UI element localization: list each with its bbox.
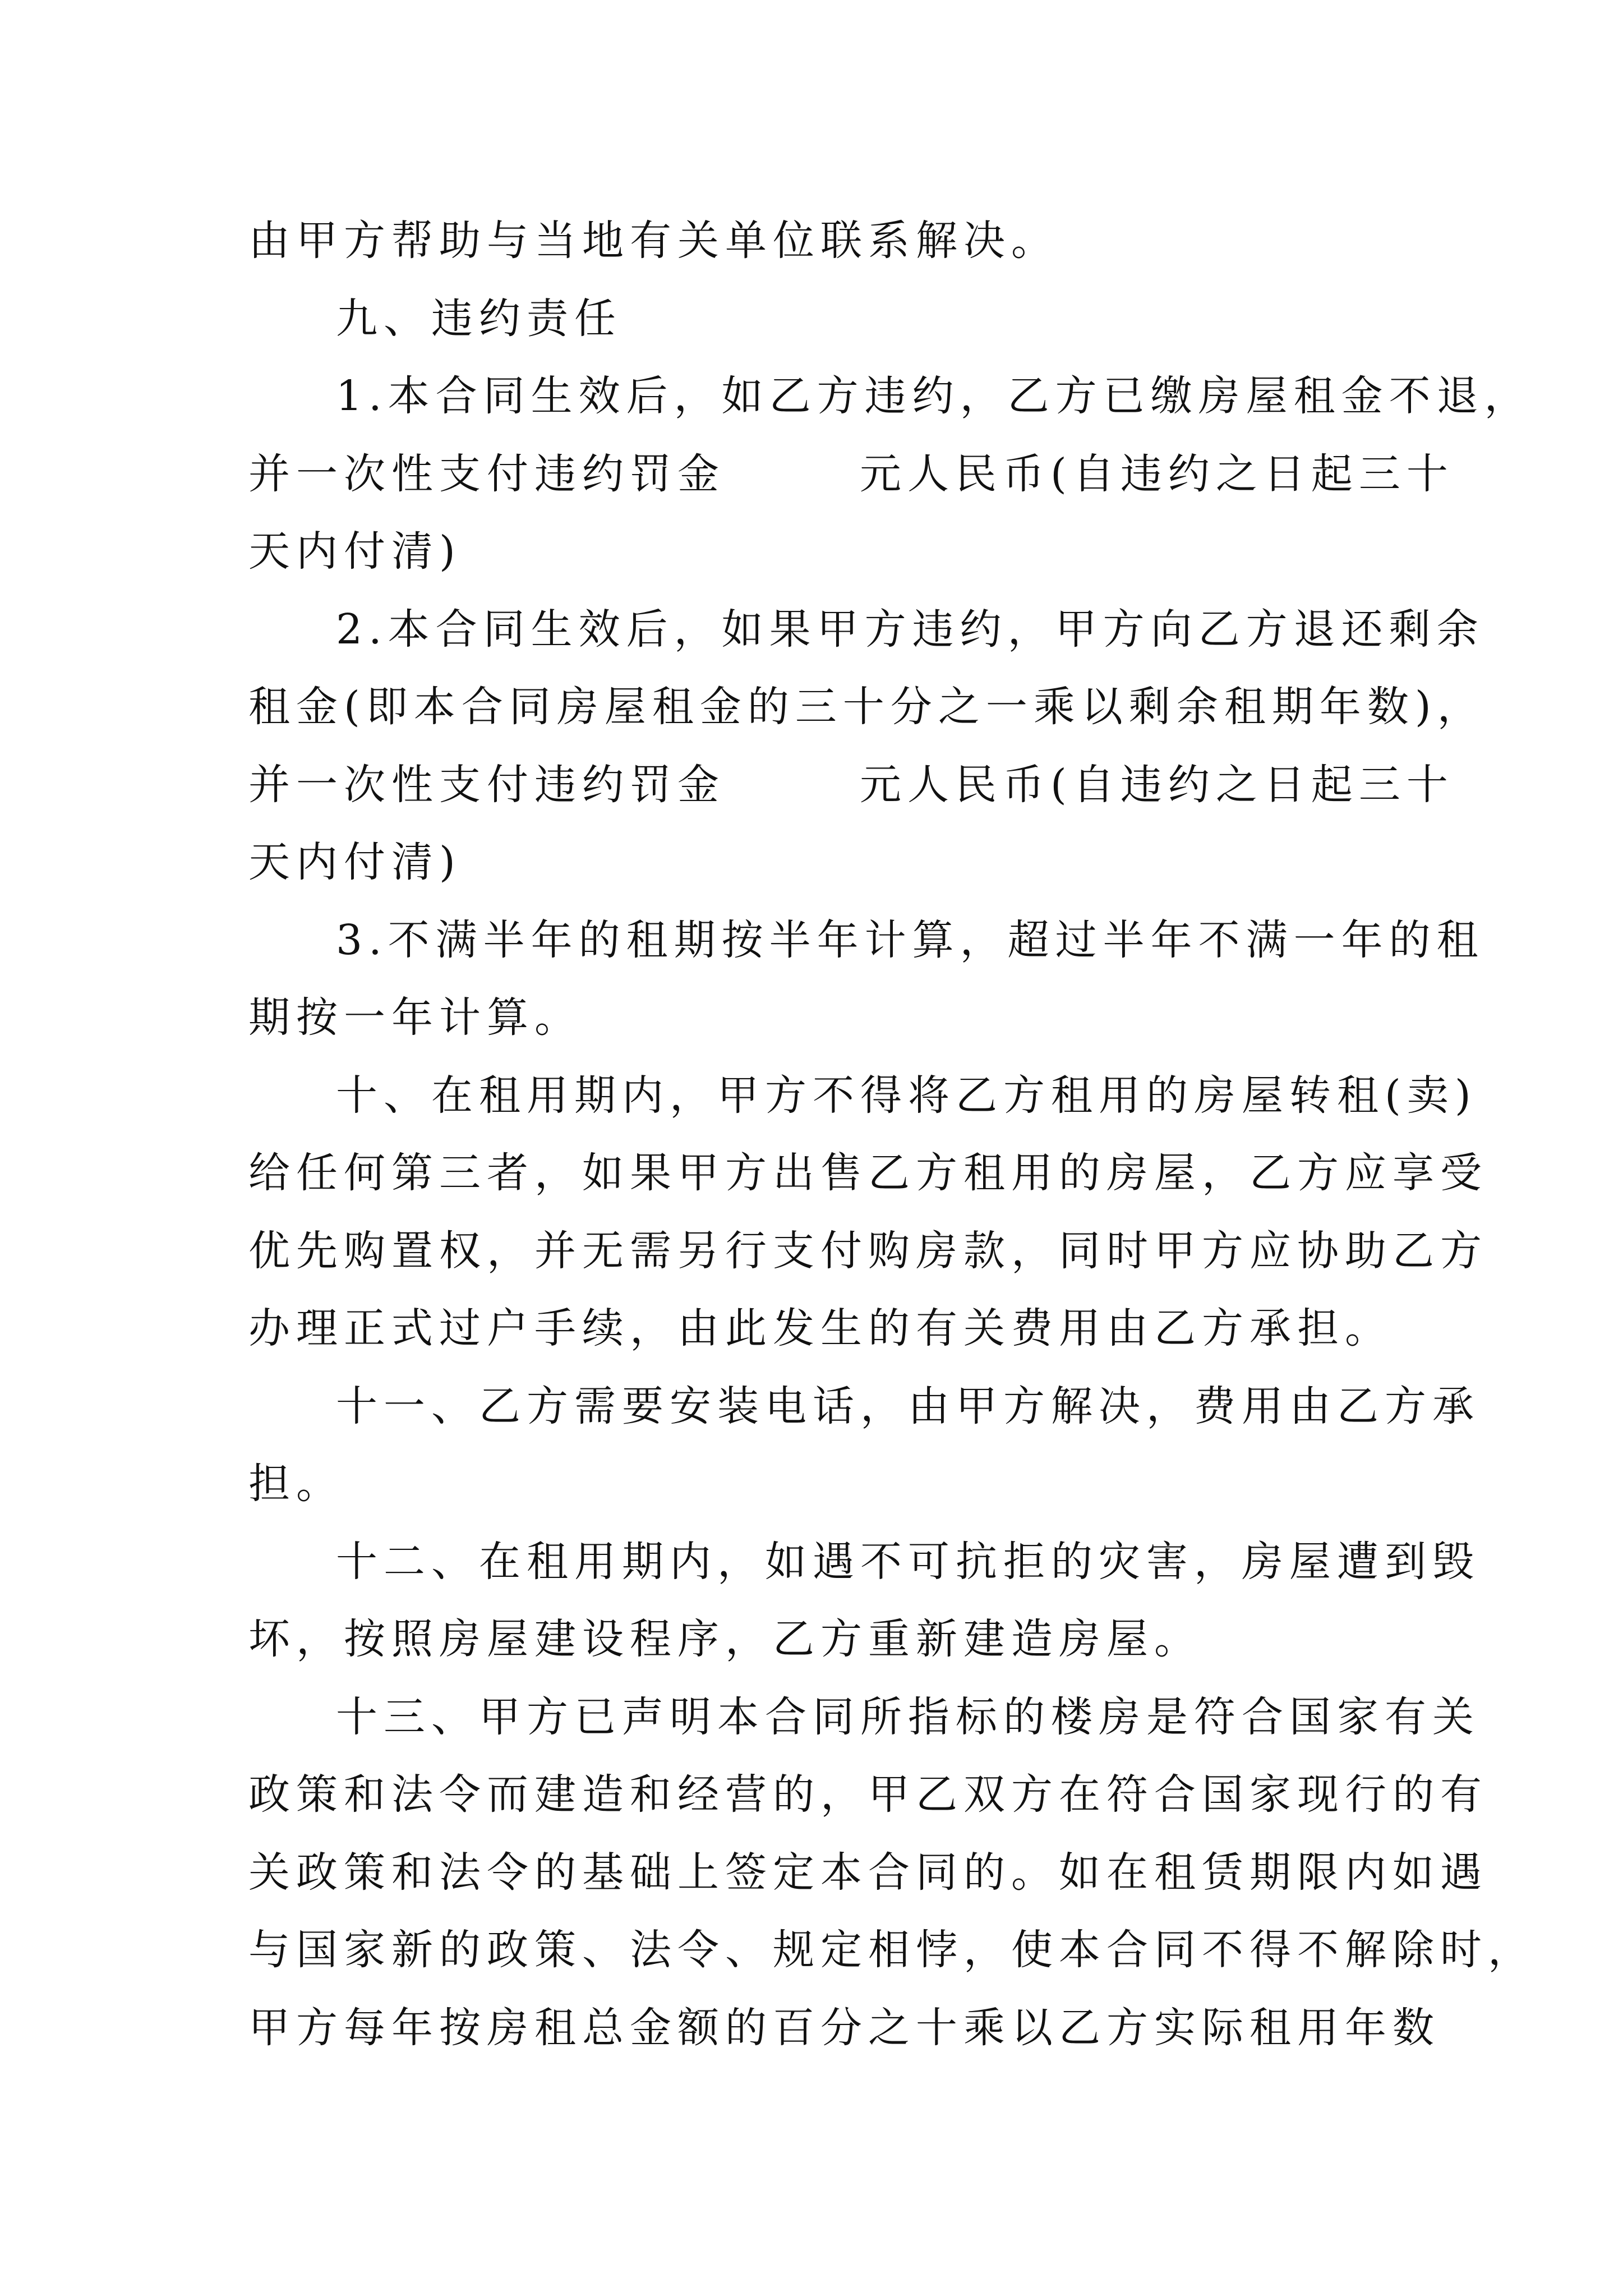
text-line: 优先购置权，并无需另行支付购房款，同时甲方应协助乙方 [248,1226,1488,1275]
text-line: 3.不满半年的租期按半年计算，超过半年不满一年的租 [336,915,1484,964]
text-line: 期按一年计算。 [248,993,582,1042]
text-segment: 并一次性支付违约罚金 [248,449,725,498]
text-line: 关政策和法令的基础上签定本合同的。如在租赁期限内如遇 [248,1848,1488,1897]
text-line: 1.本合同生效后，如乙方违约，乙方已缴房屋租金不退， [336,372,1532,420]
section-twelve: 十二、在租用期内，如遇不可抗拒的灾害，房屋遭到毁 [336,1537,1480,1586]
text-segment: 并一次性支付违约罚金 [248,760,725,809]
text-line: 与国家新的政策、法令、规定相悖，使本合同不得不解除时， [248,1926,1536,1974]
text-line-with-blank [248,435,1454,513]
text-line: 天内付清) [248,527,462,576]
section-eleven: 十一、乙方需要安装电话，由甲方解决，费用由乙方承 [336,1382,1480,1430]
text-line: 由甲方帮助与当地有关单位联系解决。 [248,217,1059,265]
section-thirteen: 十三、甲方已声明本合同所指标的楼房是符合国家有关 [336,1692,1480,1741]
contract-text [248,202,1536,2067]
text-line: 2.本合同生效后，如果甲方违约，甲方向乙方退还剩余 [336,605,1484,654]
section-ten: 十、在租用期内，甲方不得将乙方租用的房屋转租(卖) [336,1071,1477,1120]
text-line: 坏，按照房屋建设程序，乙方重新建造房屋。 [248,1615,1202,1663]
text-segment: 元人民币(自违约之日起三十 [860,449,1454,498]
text-line: 办理正式过户手续，由此发生的有关费用由乙方承担。 [248,1304,1393,1352]
text-line: 担。 [248,1460,344,1508]
text-line: 政策和法令而建造和经营的，甲乙双方在符合国家现行的有 [248,1770,1488,1819]
text-line: 天内付清) [248,838,462,886]
text-line: 租金(即本合同房屋租金的三十分之一乘以剩余租期年数)， [248,683,1485,731]
text-line: 甲方每年按房租总金额的百分之十乘以乙方实际租用年数 [248,2003,1440,2052]
section-heading-breach: 九、违约责任 [336,294,622,343]
text-segment: 元人民币(自违约之日起三十 [860,760,1454,809]
text-line-with-blank [248,746,1454,824]
text-line: 给任何第三者，如果甲方出售乙方租用的房屋，乙方应享受 [248,1149,1488,1197]
